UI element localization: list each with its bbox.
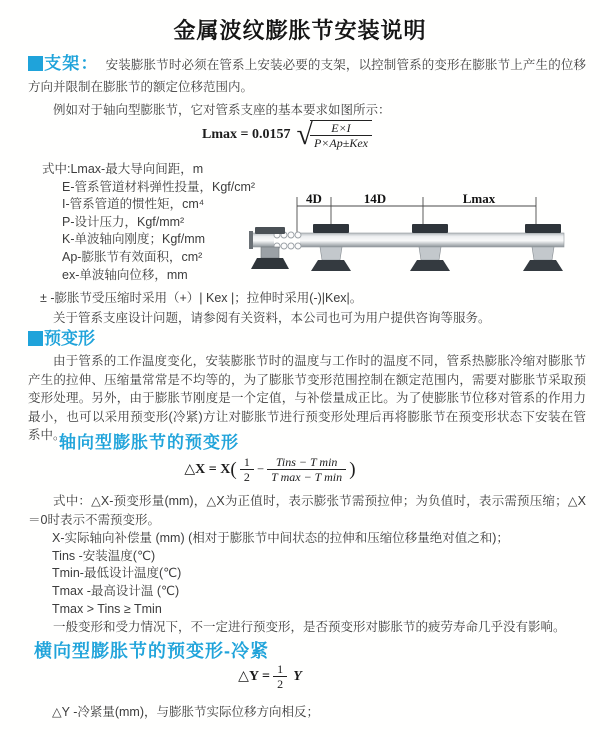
predeform-paragraph: 由于管系的工作温度变化，安装膨胀节时的温度与工作时的温度不同，管系热膨胀冷缩对膨胀节产生的拉伸、压缩量常常是不均等的，为了膨胀节变形范围控制在额定范围内，需要对膨胀节采取预变形处理。另外，由于膨胀节刚度是一个定值，与补偿量成正比。为了使膨胀节位移对管系的作用力最小，也可以采用预变形(冷紧)方让对膨胀节进行预变形处理后再将膨胀节在预变形状态下安装在管系中。: [28, 354, 586, 442]
section-bullet-icon: [28, 331, 43, 346]
definition-item: E-管系管道材料弹性投量，Kgf/cm²: [62, 179, 256, 194]
dim-label-4d: 4D: [306, 191, 322, 206]
definition-item: Ap-膨胀节有效面积，cm²: [62, 249, 203, 264]
support-example-text: 例如对于轴向型膨胀节，它对管系支座的基本要求如图所示：: [53, 103, 391, 117]
definition-item: Tins -安装温度(℃): [52, 548, 156, 563]
section-bullet-icon: [28, 56, 43, 71]
definition-item: X-实际轴向补偿量 (mm) (相对于膨胀节中间状态的拉伸和压缩位移量绝对值之和)；: [52, 531, 509, 545]
dy-half-fraction: [273, 662, 287, 692]
dy-formula-lhs: △Y =: [238, 668, 271, 684]
lateral-note: △Y -冷紧量(mm)，与膨胀节实际位移方向相反；: [52, 705, 320, 719]
support-paragraph: [28, 53, 586, 98]
dim-label-14d: 14D: [363, 191, 387, 206]
temperature-numerator: Tins − T min: [267, 455, 346, 470]
definition-item: Tmax -最高设计温 (℃): [52, 584, 180, 599]
temperature-fraction: [267, 455, 346, 485]
axial-formula: [0, 455, 540, 485]
pipe-end-cap: [249, 231, 253, 249]
open-paren: (: [230, 458, 237, 480]
consult-note: 关于管系支座设计问题，请参阅有关资料，本公司也可为用户提供咨询等服务。: [53, 311, 491, 325]
lmax-formula-numerator: E×I: [310, 121, 372, 136]
lmax-formula-lhs: Lmax = 0.0157: [202, 127, 291, 143]
support-intro-text: 安装膨胀节时必须在管系上安装必要的支架，以控制管系的变形在膨胀节上产生的位移方向并限制在膨胀节的额定位移范围内。: [28, 58, 586, 94]
axial-where-paragraph: 式中：△X-预变形量(mm)，△X为正值时，表示膨张节需预拉伸；为负值时，表示需预压缩；△X＝0时表示不需预变形。: [28, 494, 586, 527]
half-denominator: 2: [243, 470, 250, 485]
support-section-heading: 支架：: [44, 54, 99, 73]
page-title: 金属波纹膨胀节安装说明: [173, 18, 427, 43]
definition-item: Tmin-最低设计温度(℃): [52, 566, 182, 581]
lmax-formula-denominator: P×Ap±Kex: [313, 136, 368, 151]
half-numerator: 1: [240, 455, 254, 470]
predeform-section-heading: [28, 324, 95, 349]
lmax-formula-fraction: [310, 120, 372, 151]
definition-item: P-设计压力，Kgf/mm²: [62, 214, 185, 229]
dy-denominator: 2: [277, 677, 284, 692]
definition-item: I-管系管道的惯性矩，cm⁴: [62, 197, 205, 212]
axial-subheading: 轴向型膨胀节的预变形: [59, 433, 239, 452]
close-paren: ): [349, 458, 356, 480]
axial-general-note: 一般变形和受力情况下，不一定进行预变形，是否预变形对膨胀节的疲劳寿命几乎没有影响。: [53, 620, 566, 634]
dy-numerator: 1: [273, 662, 287, 677]
plus-minus-note: ± -膨胀节受压缩时采用（+）| Kex |；拉伸时采用(-)|Kex|。: [40, 291, 363, 305]
temperature-denominator: T max − T min: [271, 470, 343, 485]
definition-item: Tmax > Tins ≥ Tmin: [52, 601, 162, 616]
guide-support: [311, 224, 351, 271]
radical-sign: √: [296, 118, 313, 152]
axial-definition-list: [52, 530, 509, 619]
dim-label-lmax: Lmax: [462, 191, 496, 206]
minus-sign: −: [256, 461, 264, 476]
definition-item: 式中:Lmax-最大导向间距，m: [42, 162, 204, 176]
bellows-icon: [274, 232, 301, 249]
definition-item: K-单波轴向刚度；Kgf/mm: [62, 232, 206, 247]
lateral-formula: [0, 662, 540, 692]
guide-support: [410, 224, 450, 271]
half-fraction: [240, 455, 254, 485]
dx-formula-lhs: △X = X: [184, 461, 231, 477]
definition-item: ex-单波轴向位移，mm: [62, 267, 188, 282]
symbol-definition-list: [42, 161, 255, 284]
guide-support: [523, 224, 563, 271]
predeform-heading-text: 预变形: [44, 329, 95, 348]
dy-formula-rhs: Y: [293, 668, 302, 684]
lmax-formula: [0, 120, 574, 151]
lateral-subheading: 横向型膨胀节的预变形-冷紧: [34, 641, 269, 661]
pipe-support-diagram: [246, 190, 600, 292]
